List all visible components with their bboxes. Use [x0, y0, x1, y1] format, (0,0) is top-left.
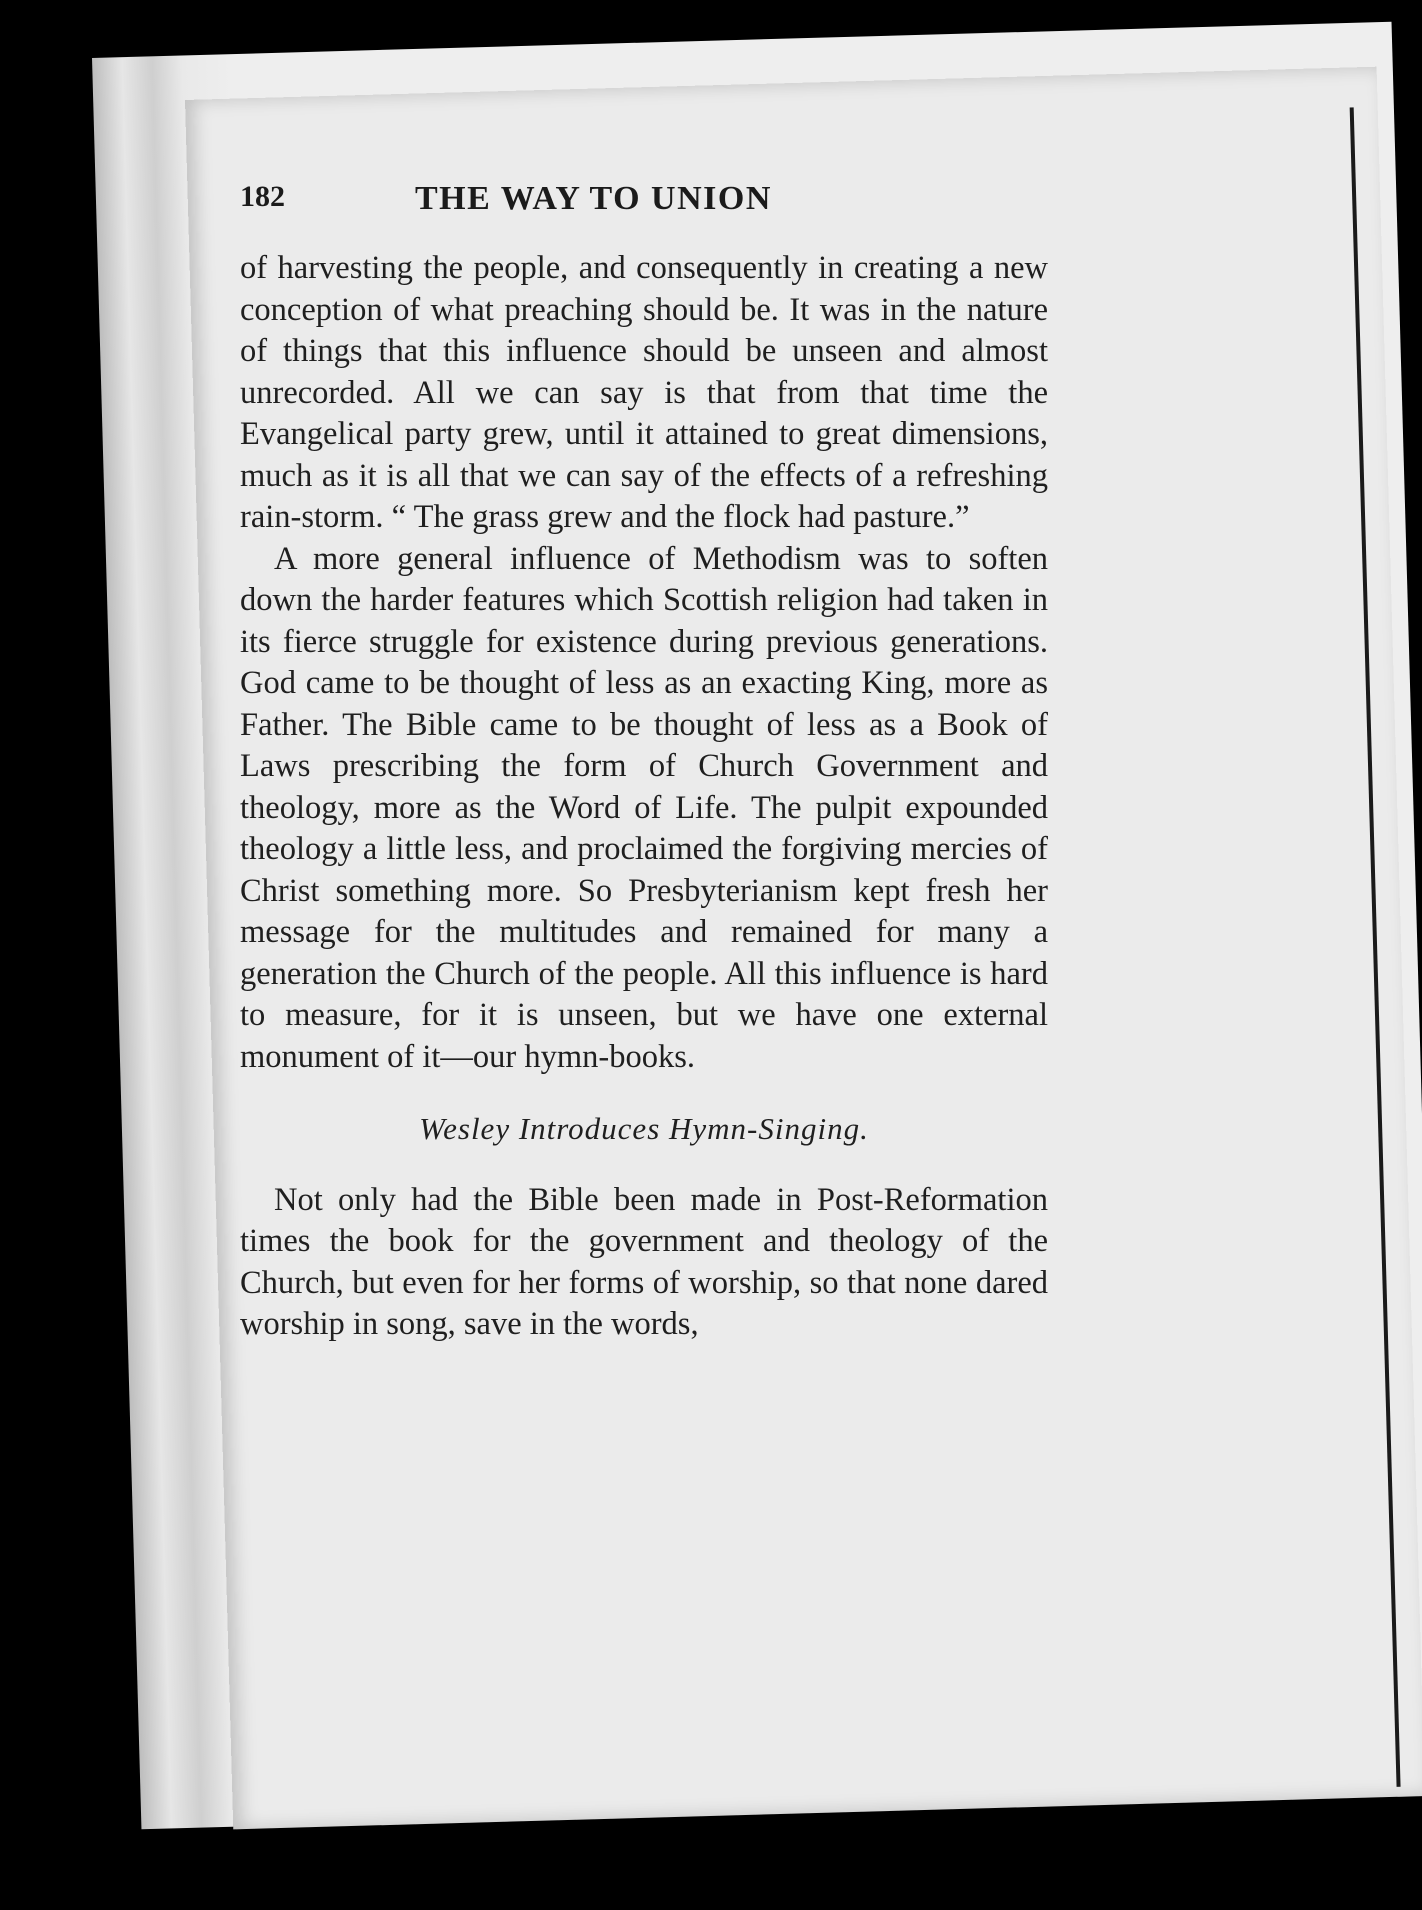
scan-background — [0, 0, 100, 1910]
page-body — [240, 248, 1048, 1346]
paragraph-1: of harvesting the people, and consequently in creating a new conception of what preaching should be. It was in the nature of things that this influence should be unseen and almost unrecorded. All we can say is that from that time the Evangelical party grew, until it attained to great dimensions, much as it is all that we can say of the effects of a refreshing rain-storm. “ The grass grew and the flock had pasture.” — [240, 250, 1048, 535]
running-title: THE WAY TO UNION — [415, 180, 772, 217]
paragraph-2: A more general influence of Methodism was to soften down the harder features which Scottish religion had taken in its fierce struggle for existence during previous generations. God came to be thought of less as an exacting King, more as Father. The Bible came to be thought of less as a Book of Laws prescribing the form of Church Government and theology, more as the Word of Life. The pulpit expounded theology a little less, and proclaimed the forgiving mercies of Christ something more. So Presbyterianism kept fresh her message for the multitudes and remained for many a generation the Church of the people. All this influence is hard to measure, for it is unseen, but we have one external monument of it—our hymn-books. — [240, 540, 1048, 1075]
page-header — [240, 180, 880, 230]
page-number: 182 — [240, 180, 285, 213]
paragraph-3: Not only had the Bible been made in Post-Reformation times the book for the government and theology of the Church, but even for her forms of worship, so that none dared worship in song, save in the words, — [240, 1181, 1048, 1342]
section-heading: Wesley Introduces Hymn-Singing. — [419, 1111, 869, 1146]
